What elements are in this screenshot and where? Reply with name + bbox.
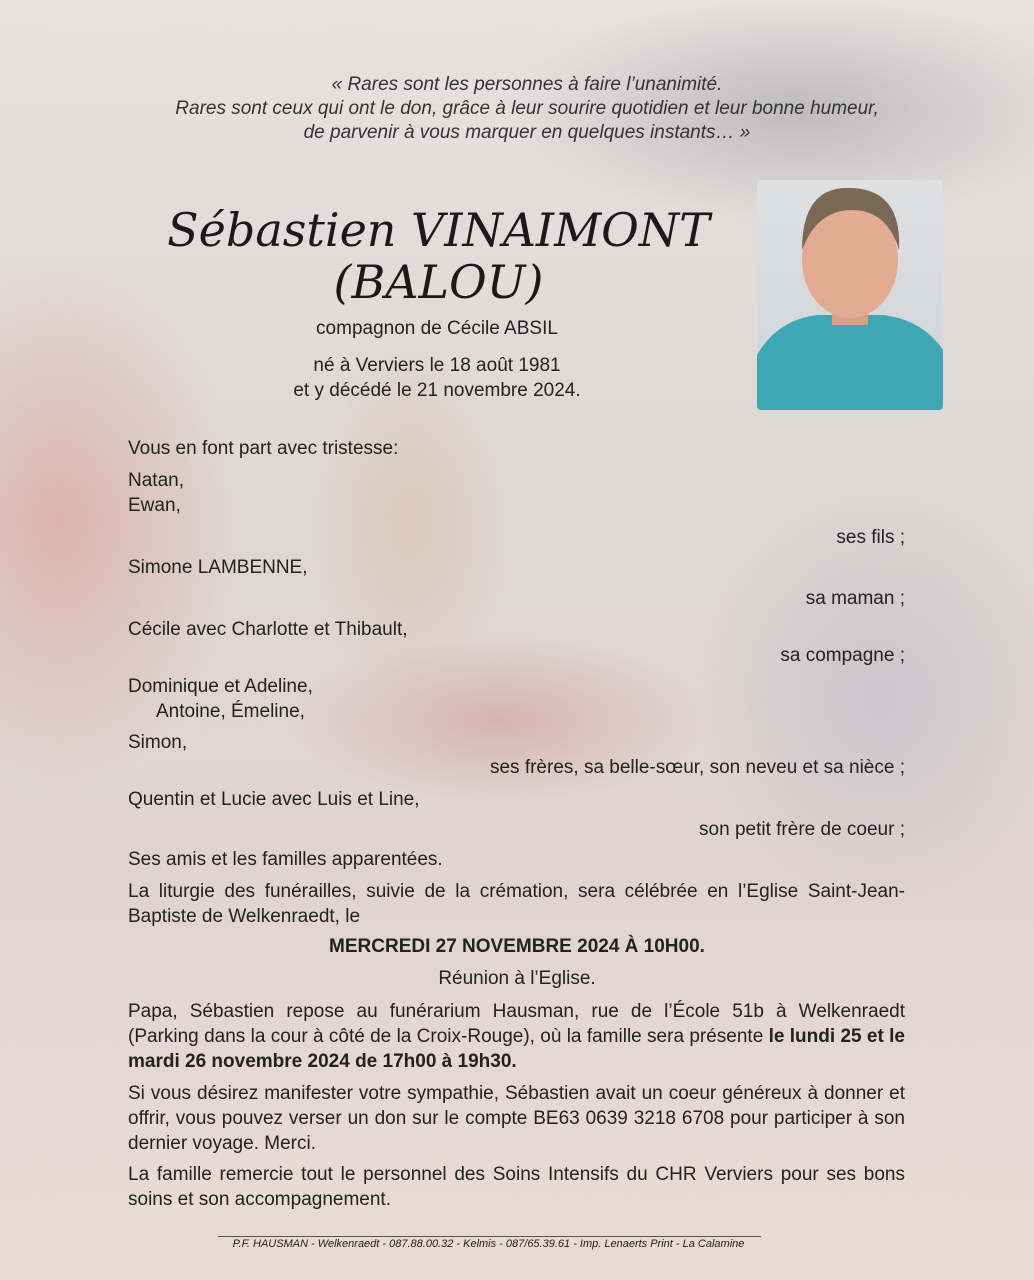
notice-line: Dominique et Adeline,: [128, 676, 313, 697]
notice-line: Ewan,: [128, 495, 181, 516]
notice-line: Antoine, Émeline,: [156, 701, 305, 722]
ceremony-date: MERCREDI 27 NOVEMBRE 2024 À 10H00.: [329, 936, 705, 957]
liturgy-paragraph: La liturgie des funérailles, suivie de la crémation, sera célébrée en l’Eglise Saint-Jean-Baptiste de Welkenraedt, le: [128, 881, 905, 927]
footer-credits: P.F. HAUSMAN - Welkenraedt - 087.88.00.32 - Kelmis - 087/65.39.61 - Imp. Lenaerts Print - La Calamine: [232, 1238, 745, 1250]
visitation-dates: le lundi 25 et le mardi 26 novembre 2024 de 17h00 à 19h30.: [128, 1026, 905, 1072]
notice-line: Simone LAMBENNE,: [128, 557, 308, 578]
partner-line: compagnon de Cécile ABSIL: [316, 318, 558, 339]
notice-line: Natan,: [128, 470, 184, 491]
notice-line: sa maman ;: [805, 588, 905, 609]
notice-line: son petit frère de coeur ;: [699, 819, 905, 840]
portrait-photo: [757, 180, 943, 410]
notice-line: ses fils ;: [836, 527, 905, 548]
death-line: et y décédé le 21 novembre 2024.: [293, 380, 581, 401]
deceased-name: Sébastien VINAIMONT: [167, 203, 710, 257]
quote-line: « Rares sont les personnes à faire l’unanimité.: [331, 74, 723, 95]
notice-line: sa compagne ;: [780, 645, 905, 666]
donation-paragraph: Si vous désirez manifester votre sympathie, Sébastien avait un coeur généreux à donner et offrir, vous pouvez verser un don sur le compte BE63 0639 3218 6708 pour participer à son dernier voyage. Merci.: [128, 1083, 905, 1154]
footer-divider: [218, 1236, 761, 1237]
notice-line: Ses amis et les familles apparentées.: [128, 849, 443, 870]
quote-line: Rares sont ceux qui ont le don, grâce à leur sourire quotidien et leur bonne humeur,: [175, 98, 879, 119]
notice-line: Simon,: [128, 732, 188, 753]
meeting-place: Réunion à l’Eglise.: [438, 968, 596, 989]
quote-line: de parvenir à vous marquer en quelques instants… »: [303, 122, 751, 143]
notice-line: Quentin et Lucie avec Luis et Line,: [128, 789, 420, 810]
notice-line: Vous en font part avec tristesse:: [128, 438, 399, 459]
thanks-paragraph: La famille remercie tout le personnel des Soins Intensifs du CHR Verviers pour ses bons soins et son accompagnement.: [128, 1164, 905, 1210]
visitation-paragraph: [128, 999, 905, 1074]
birth-line: né à Verviers le 18 août 1981: [313, 355, 561, 376]
notice-line: Cécile avec Charlotte et Thibault,: [128, 619, 408, 640]
visitation-text: Papa, Sébastien repose au funérarium Hausman, rue de l’École 51b à Welkenraedt (Parking dans la cour à côté de la Croix-Rouge), où la famille sera présente: [128, 1001, 905, 1047]
deceased-nickname: (BALOU): [333, 255, 544, 309]
notice-line: ses frères, sa belle-sœur, son neveu et sa nièce ;: [489, 757, 905, 778]
